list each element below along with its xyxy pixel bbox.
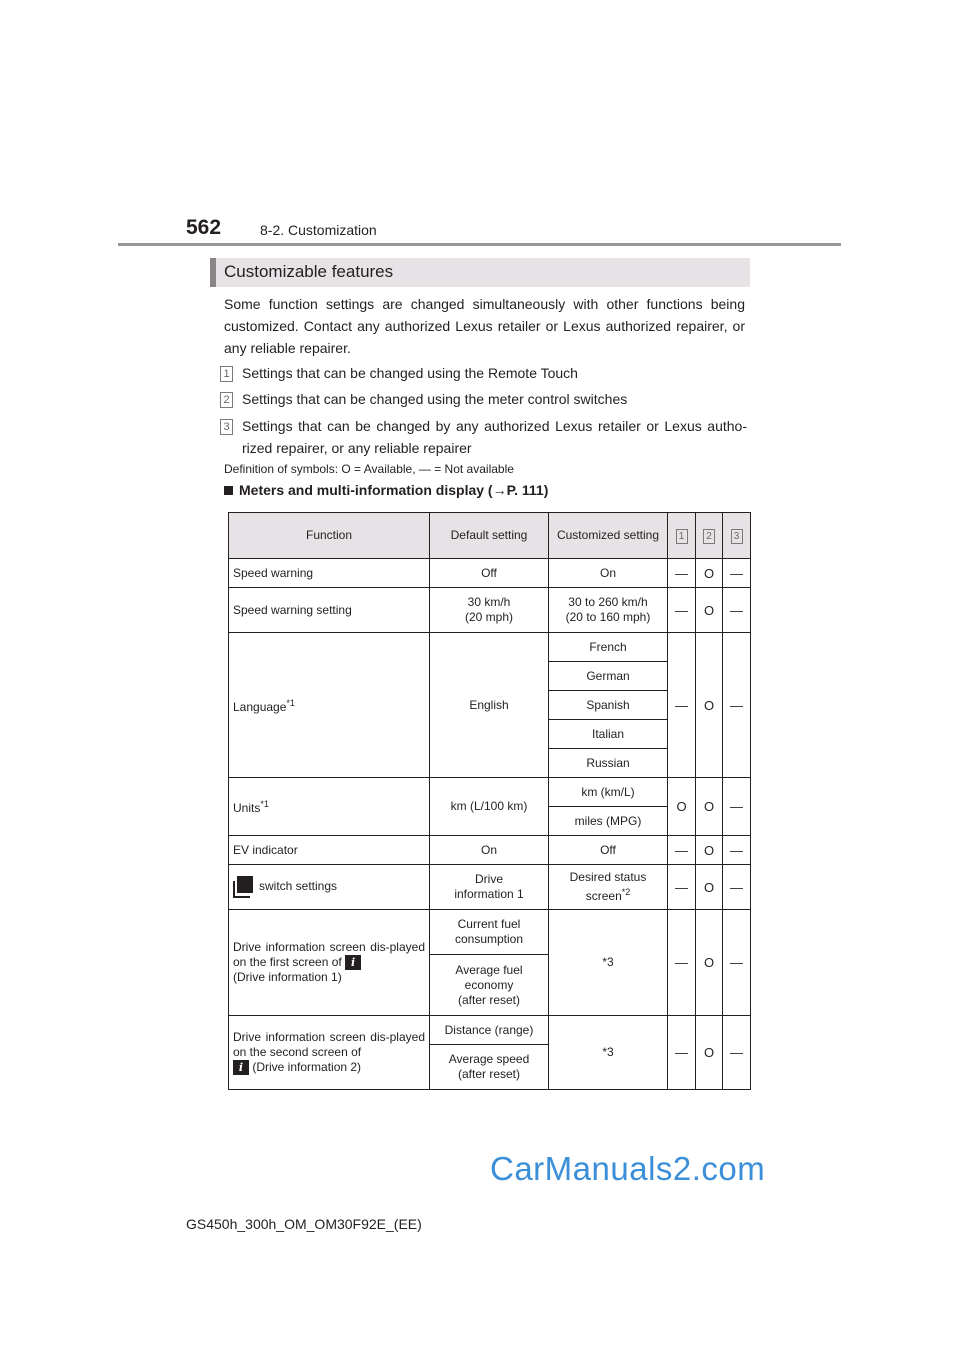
custom-option: German — [549, 662, 668, 691]
table-row: Speed warning Off On — O — — [229, 559, 751, 588]
default-value: Average fuel economy (after reset) — [430, 955, 549, 1016]
badge-2: 2 — [703, 529, 715, 544]
custom-option: miles (MPG) — [549, 807, 668, 836]
table-row: Speed warning setting 30 km/h (20 mph) 30 to 260 km/h (20 to 160 mph) — O — — [229, 588, 751, 633]
default-value: Off — [430, 559, 549, 588]
intro-paragraph: Some function settings are changed simultaneously with other functions being customized. Contact any authorized Lexus retailer or Lexus authorized repairer, or any reliable repairer. — [224, 296, 745, 356]
badge-3: 3 — [731, 529, 743, 544]
custom-option: Spanish — [549, 691, 668, 720]
list-item-1: Settings that can be changed using the Remote Touch — [242, 365, 578, 381]
custom-value: Desired status screen$^{*2}$ — [549, 865, 668, 910]
list-item-3: Settings that can be changed by any authorized Lexus retailer or Lexus autho-rized repairer, or any reliable repairer — [242, 418, 747, 456]
watermark-logo: CarManuals2.com — [490, 1150, 766, 1187]
custom-value: 30 to 260 km/h (20 to 160 mph) — [549, 588, 668, 633]
document-code: GS450h_300h_OM_OM30F92E_(EE) — [186, 1216, 422, 1232]
row-drive-information-1: Drive information screen dis-played on the first screen of i (Drive information 1) — [229, 910, 430, 1016]
header-divider — [118, 243, 841, 246]
table-row: switch settings Drive information 1 Desired status screen$^{*2}$ — O — — [229, 865, 751, 910]
col-customized: Customized setting — [549, 513, 668, 559]
features-heading: Customizable features — [224, 262, 394, 281]
row-speed-warning: Speed warning — [229, 559, 430, 588]
row-speed-warning-setting: Speed warning setting — [229, 588, 430, 633]
custom-option: French — [549, 633, 668, 662]
table-row: Language$^{*1}$ English French — O — — [229, 633, 751, 662]
meters-subheading: Meters and multi-information display (→P. 111) — [224, 482, 548, 498]
section-title: 8-2. Customization — [260, 222, 377, 238]
custom-value: *3 — [549, 1016, 668, 1090]
info-icon: i — [233, 1060, 249, 1075]
page-reference[interactable]: P. 111) — [506, 482, 549, 498]
default-value: Current fuel consumption — [430, 910, 549, 955]
custom-value: *3 — [549, 910, 668, 1016]
default-value: 30 km/h (20 mph) — [430, 588, 549, 633]
col-default: Default setting — [430, 513, 549, 559]
arrow-icon: → — [492, 482, 507, 498]
default-value: Distance (range) — [430, 1016, 549, 1045]
col-function: Function — [229, 513, 430, 559]
default-value: Drive information 1 — [430, 865, 549, 910]
info-icon: i — [345, 955, 361, 970]
badge-3: 3 — [220, 419, 233, 435]
table-row: Drive information screen dis-played on the first screen of i (Drive information 1) Current fuel consumption *3 — O — — [229, 910, 751, 955]
badge-1: 1 — [676, 529, 688, 544]
row-ev-indicator: EV indicator — [229, 836, 430, 865]
table-row: Drive information screen dis-played on the second screen of i (Drive information 2) Distance (range) *3 — O — — [229, 1016, 751, 1045]
badge-1: 1 — [220, 366, 233, 382]
features-heading-bar — [210, 258, 750, 287]
default-value: On — [430, 836, 549, 865]
default-value: English — [430, 633, 549, 778]
badge-2: 2 — [220, 392, 233, 408]
page-number: 562 — [186, 216, 222, 239]
table-row: EV indicator On Off — O — — [229, 836, 751, 865]
custom-option: Russian — [549, 749, 668, 778]
custom-value: Off — [549, 836, 668, 865]
features-table — [228, 512, 751, 1090]
custom-option: km (km/L) — [549, 778, 668, 807]
custom-value: On — [549, 559, 668, 588]
square-bullet-icon — [224, 486, 233, 495]
default-value: Average speed (after reset) — [430, 1045, 549, 1090]
default-value: km (L/100 km) — [430, 778, 549, 836]
row-drive-information-2: Drive information screen dis-played on the second screen of i (Drive information 2) — [229, 1016, 430, 1090]
row-units: Units$^{*1}$ — [229, 778, 430, 836]
table-row: Units$^{*1}$ km (L/100 km) km (km/L) O O — — [229, 778, 751, 807]
row-switch-settings: switch settings — [229, 865, 430, 910]
custom-option: Italian — [549, 720, 668, 749]
table-header-row — [229, 513, 751, 559]
symbol-definition: Definition of symbols: O = Available, — = Not available — [224, 462, 514, 476]
row-language: Language$^{*1}$ — [229, 633, 430, 778]
list-item-2: Settings that can be changed using the meter control switches — [242, 391, 628, 407]
meter-switch-icon — [233, 876, 255, 898]
